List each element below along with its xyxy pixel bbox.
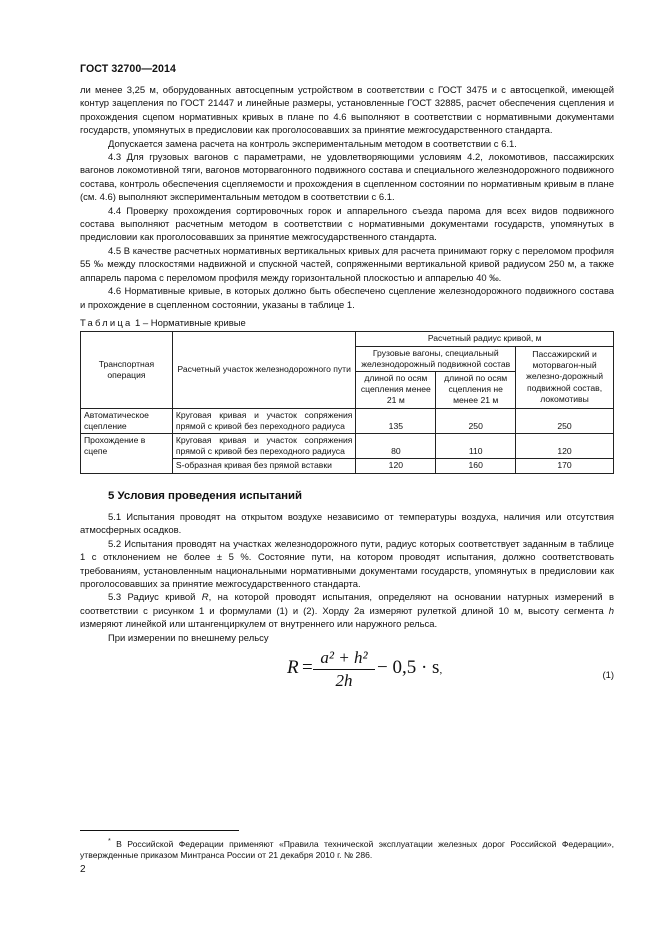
section-cell: Круговая кривая и участок сопряжения прямой с кривой без переходного радиуса [172, 433, 356, 458]
header-freight: Грузовые вагоны, специальный железнодорожный подвижной состав [356, 346, 516, 371]
text-run: 5.3 Радиус кривой [108, 592, 202, 604]
page-body [80, 84, 614, 699]
footnote-text: В Российской Федерации применяют «Правила технической эксплуатации железных дорог Российской Федерации», утвержденные приказом Минтранса России от 21 декабря 2010 г. № 286. [80, 838, 614, 861]
table-row [81, 433, 614, 458]
value-cell: 110 [436, 433, 516, 458]
paragraph-4-5: 4.5 В качестве расчетных нормативных вертикальных кривых для расчета принимают горку с переломом профиля 55 ‰ между плоскостями надвижной и спускной частей, сопряженными вертикальной кривой радиусом 250 м, а также аппарель парома с переломом профиля между горизонтальной плоскостью и аппарелью 40 ‰. [80, 245, 614, 284]
value-cell: 135 [356, 408, 436, 433]
text-run: , на которой проводят испытания, определяют на основании натурных измерений в соответствии с рисунком 1 и формулами (1) и (2). Хорду 2а измеряют рулеткой длиной 10 м, высоту сегмента [80, 592, 615, 617]
formula-fraction [313, 647, 375, 692]
header-operation: Транспортная операция [81, 332, 173, 408]
value-cell: 170 [516, 459, 614, 473]
text-run: измеряют линейкой или штангенциркулем от внутреннего или наружного рельса. [80, 619, 438, 631]
paragraph-5-4: При измерении по внешнему рельсу [108, 632, 269, 644]
operation-cell: Автоматическое сцепление [81, 408, 173, 433]
formula-number: (1) [602, 670, 614, 682]
header-section: Расчетный участок железнодорожного пути [172, 332, 356, 408]
value-cell: 120 [356, 459, 436, 473]
footnote-divider [80, 830, 239, 831]
operation-cell: Прохождение в сцепе [81, 433, 173, 473]
formula-remainder [377, 657, 443, 679]
header-length-long: длиной по осям сцепления не менее 21 м [436, 371, 516, 408]
table-caption-word: Таблица [80, 317, 133, 329]
paragraph-4-3: 4.3 Для грузовых вагонов с параметрами, не удовлетворяющими условиям 4.2, локомотивов, пассажирских вагонов локомотивной тяги, вагонов моторвагонного подвижного состава и специального железнодорожного подвижного состава, контроль обеспечения сцепляемости и прохождения в сцепленном состоянии по нормативным кривым в плане (см. 4.6) выполняют экспериментальным методом в соответствии с 6.1. [80, 152, 614, 204]
value-cell: 120 [516, 433, 614, 458]
formula-comma: , [439, 664, 443, 677]
formula-equals: = [302, 657, 313, 679]
value-cell: 80 [356, 433, 436, 458]
formula-term: − 0,5 · s [377, 657, 440, 679]
table-caption-title: 1 – Нормативные кривые [132, 317, 246, 329]
formula-1 [80, 647, 614, 699]
paragraph-5-2: 5.2 Испытания проводят на участках железнодорожного пути, радиус которых соответствует заданным в таблице 1 с отклонением не более ± 5 %. Состояние пути, на котором проводят испытания, должно соответствовать требованиям, установленным национальными нормативными документами государств, упомянутых в предисловии как проголосовавших за принятие межгосударственного стандарта. [80, 538, 614, 590]
table-caption [80, 317, 614, 330]
symbol-r: R [201, 592, 209, 604]
formula-numerator: a² + h² [320, 648, 368, 668]
value-cell: 250 [516, 408, 614, 433]
section-cell: Круговая кривая и участок сопряжения прямой с кривой без переходного радиуса [172, 408, 356, 433]
table-row [81, 408, 614, 433]
page-number: 2 [80, 864, 86, 875]
header-passenger: Пассажирский и моторвагон-ный железно-дорожный подвижной состав, локомотивы [516, 346, 614, 408]
header-radius: Расчетный радиус кривой, м [356, 332, 614, 346]
section-heading: 5 Условия проведения испытаний [108, 489, 303, 502]
paragraph: Допускается замена расчета на контроль экспериментальным методом в соответствии с 6.1. [108, 138, 517, 150]
paragraph-5-1: 5.1 Испытания проводят на открытом воздухе независимо от температуры воздуха, наличия или отсутствия атмосферных осадков. [80, 511, 614, 537]
section-cell: S-образная кривая без прямой вставки [172, 459, 356, 473]
normative-curves-table [80, 331, 614, 473]
symbol-h: h [608, 605, 614, 617]
value-cell: 250 [436, 408, 516, 433]
paragraph-5-3 [80, 591, 614, 631]
formula-denominator: 2h [335, 671, 353, 691]
paragraph-4-4: 4.4 Проверку прохождения сортировочных горок и аппарельного съезда парома для всех видов подвижного состава выполняют расчетным методом в соответствии с нормативными документами государств, упомянутых в предисловии как проголосовавших за принятие межгосударственного стандарта. [80, 205, 614, 244]
paragraph-4-6: 4.6 Нормативные кривые, в которых должно быть обеспечено сцепление железнодорожного подвижного состава и прохождение в сцепленном состоянии, указаны в таблице 1. [80, 286, 614, 311]
footnote-marker: * [108, 837, 111, 845]
header-length-short: длиной по осям сцепления менее 21 м [356, 371, 436, 408]
footnote [80, 836, 614, 862]
formula-lhs: R [287, 657, 299, 679]
document-header: ГОСТ 32700—2014 [80, 63, 177, 75]
paragraph: ли менее 3,25 м, оборудованных автосцепным устройством в соответствии с ГОСТ 3475 и с автосцепкой, имеющей контур зацепления по ГОСТ 21447 и линейные размеры, установленные ГОСТ 32885, расчет обеспечения сцепления и прохождения сцепом нормативных кривых в плане по 4.6 выполняют в соответствии с нормативными документами государств, упомянутых в предисловии как проголосовавших за принятие межгосударственного стандарта. [80, 85, 614, 137]
value-cell: 160 [436, 459, 516, 473]
